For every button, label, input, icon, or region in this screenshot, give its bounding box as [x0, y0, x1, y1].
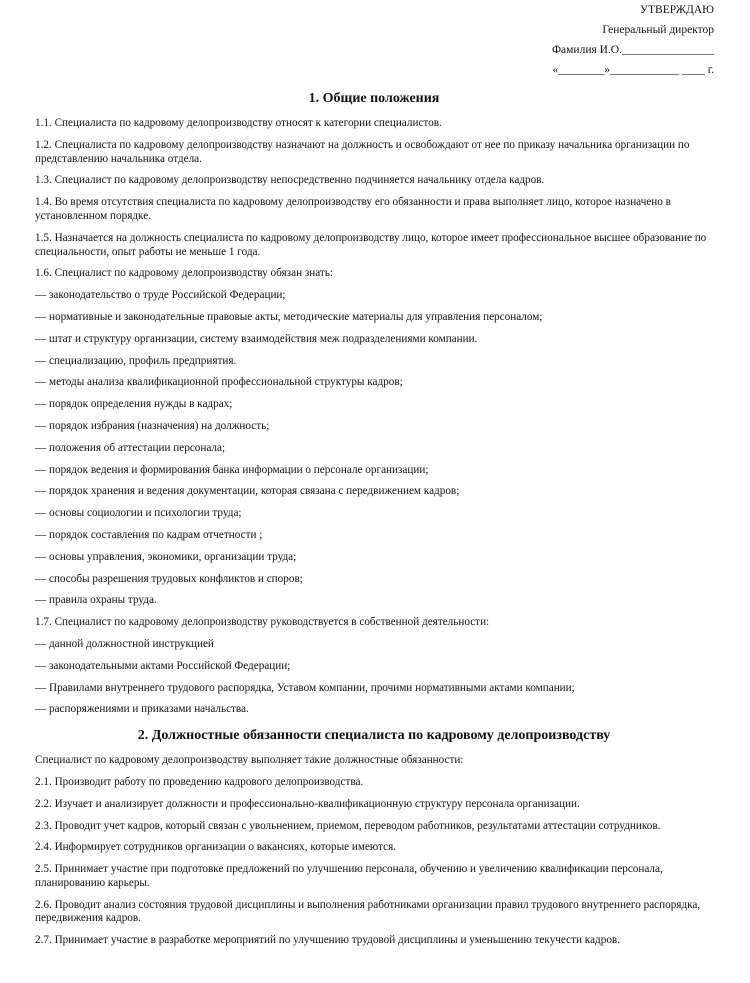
approval-name-line: Фамилия И.О.________________: [551, 44, 714, 56]
paragraph: 1.2. Специалиста по кадровому делопроизводству назначают на должность и освобождают от нее по приказу начальника организации по представлению начальника отдела.: [35, 138, 690, 165]
paragraph: 1.7. Специалист по кадровому делопроизводству руководствуется в собственной деятельности:: [35, 616, 490, 629]
approval-date-line: «________»____________ ____ г.: [552, 64, 714, 76]
list-item: — нормативные и законодательные правовые акты, методические материалы для управления персоналом;: [35, 310, 543, 323]
list-item: — порядок ведения и формирования банка информации о персонале организации;: [35, 463, 429, 476]
paragraph: 2.4. Информирует сотрудников организации о вакансиях, которые имеются.: [35, 841, 397, 854]
list-item: — распоряжениями и приказами начальства.: [35, 703, 249, 716]
list-item: — способы разрешения трудовых конфликтов и споров;: [35, 572, 303, 585]
list-item: — специализацию, профиль предприятия.: [35, 354, 237, 367]
list-item: — методы анализа квалификационной профессиональной структуры кадров;: [35, 376, 403, 389]
list-item: — порядок составления по кадрам отчетности ;: [35, 528, 263, 541]
paragraph: 2.6. Проводит анализ состояния трудовой дисциплины и выполнения работниками организации правил трудового внутреннего распорядка, передвижения кадров.: [35, 898, 701, 925]
approval-position: Генеральный директор: [602, 24, 714, 36]
list-item: — законодательство о труде Российской Федерации;: [35, 289, 286, 302]
paragraph: Специалист по кадровому делопроизводству выполняет такие должностные обязанности:: [35, 754, 464, 767]
paragraph: 2.2. Изучает и анализирует должности и профессионально-квалификационную структуру персонала организации.: [35, 797, 580, 810]
approval-block: [552, 0, 714, 80]
paragraph: 2.7. Принимает участие в разработке мероприятий по улучшению трудовой дисциплины и уменьшению текучести кадров.: [35, 934, 620, 947]
paragraph: 1.5. Назначается на должность специалиста по кадровому делопроизводству лицо, которое имеет профессиональное высшее образование по специальности, опыт работы не меньше 1 года.: [35, 231, 707, 258]
approval-title: УТВЕРЖДАЮ: [639, 4, 714, 16]
section-2-heading: 2. Должностные обязанности специалиста по кадровому делопроизводству: [137, 728, 611, 744]
list-item: — порядок избрания (назначения) на должность;: [35, 419, 270, 432]
list-item: — законодательными актами Российской Федерации;: [35, 659, 291, 672]
list-item: — порядок хранения и ведения документации, которая связана с передвижением кадров;: [35, 485, 460, 498]
list-item: — основы управления, экономики, организации труда;: [35, 550, 297, 563]
section-1-heading: 1. Общие положения: [308, 91, 440, 106]
list-item: — правила охраны труда.: [35, 594, 157, 607]
list-item: — данной должностной инструкцией: [35, 637, 214, 650]
paragraph: 1.3. Специалист по кадровому делопроизводству непосредственно подчиняется начальнику отдела кадров.: [35, 174, 545, 187]
list-item: — Правилами внутреннего трудового распорядка, Уставом компании, прочими нормативными актами компании;: [35, 681, 575, 694]
paragraph: 1.6. Специалист по кадровому делопроизводству обязан знать:: [35, 267, 334, 280]
paragraph: 2.5. Принимает участие при подготовке предложений по улучшению персонала, обучению и увеличению квалификации персонала, планированию карьеры.: [35, 863, 663, 889]
list-item: — основы социологии и психологии труда;: [35, 507, 242, 520]
list-item: — штат и структуру организации, систему взаимодействия меж подразделениями компании.: [35, 332, 478, 345]
paragraph: 2.3. Проводит учет кадров, который связан с увольнением, приемом, переводом работников, результатами аттестации сотрудников.: [35, 819, 661, 832]
paragraph: 1.4. Во время отсутствия специалиста по кадровому делопроизводству его обязанности и права выполняет лицо, которое назначено в установленном порядке.: [35, 196, 671, 222]
list-item: — порядок определения нужды в кадрах;: [35, 398, 233, 411]
paragraph: 2.1. Производит работу по проведению кадрового делопроизводства.: [35, 775, 364, 788]
paragraph: 1.1. Специалиста по кадровому делопроизводству относят к категории специалистов.: [35, 117, 442, 129]
list-item: — положения об аттестации персонала;: [35, 441, 226, 454]
document-body: [35, 89, 713, 948]
